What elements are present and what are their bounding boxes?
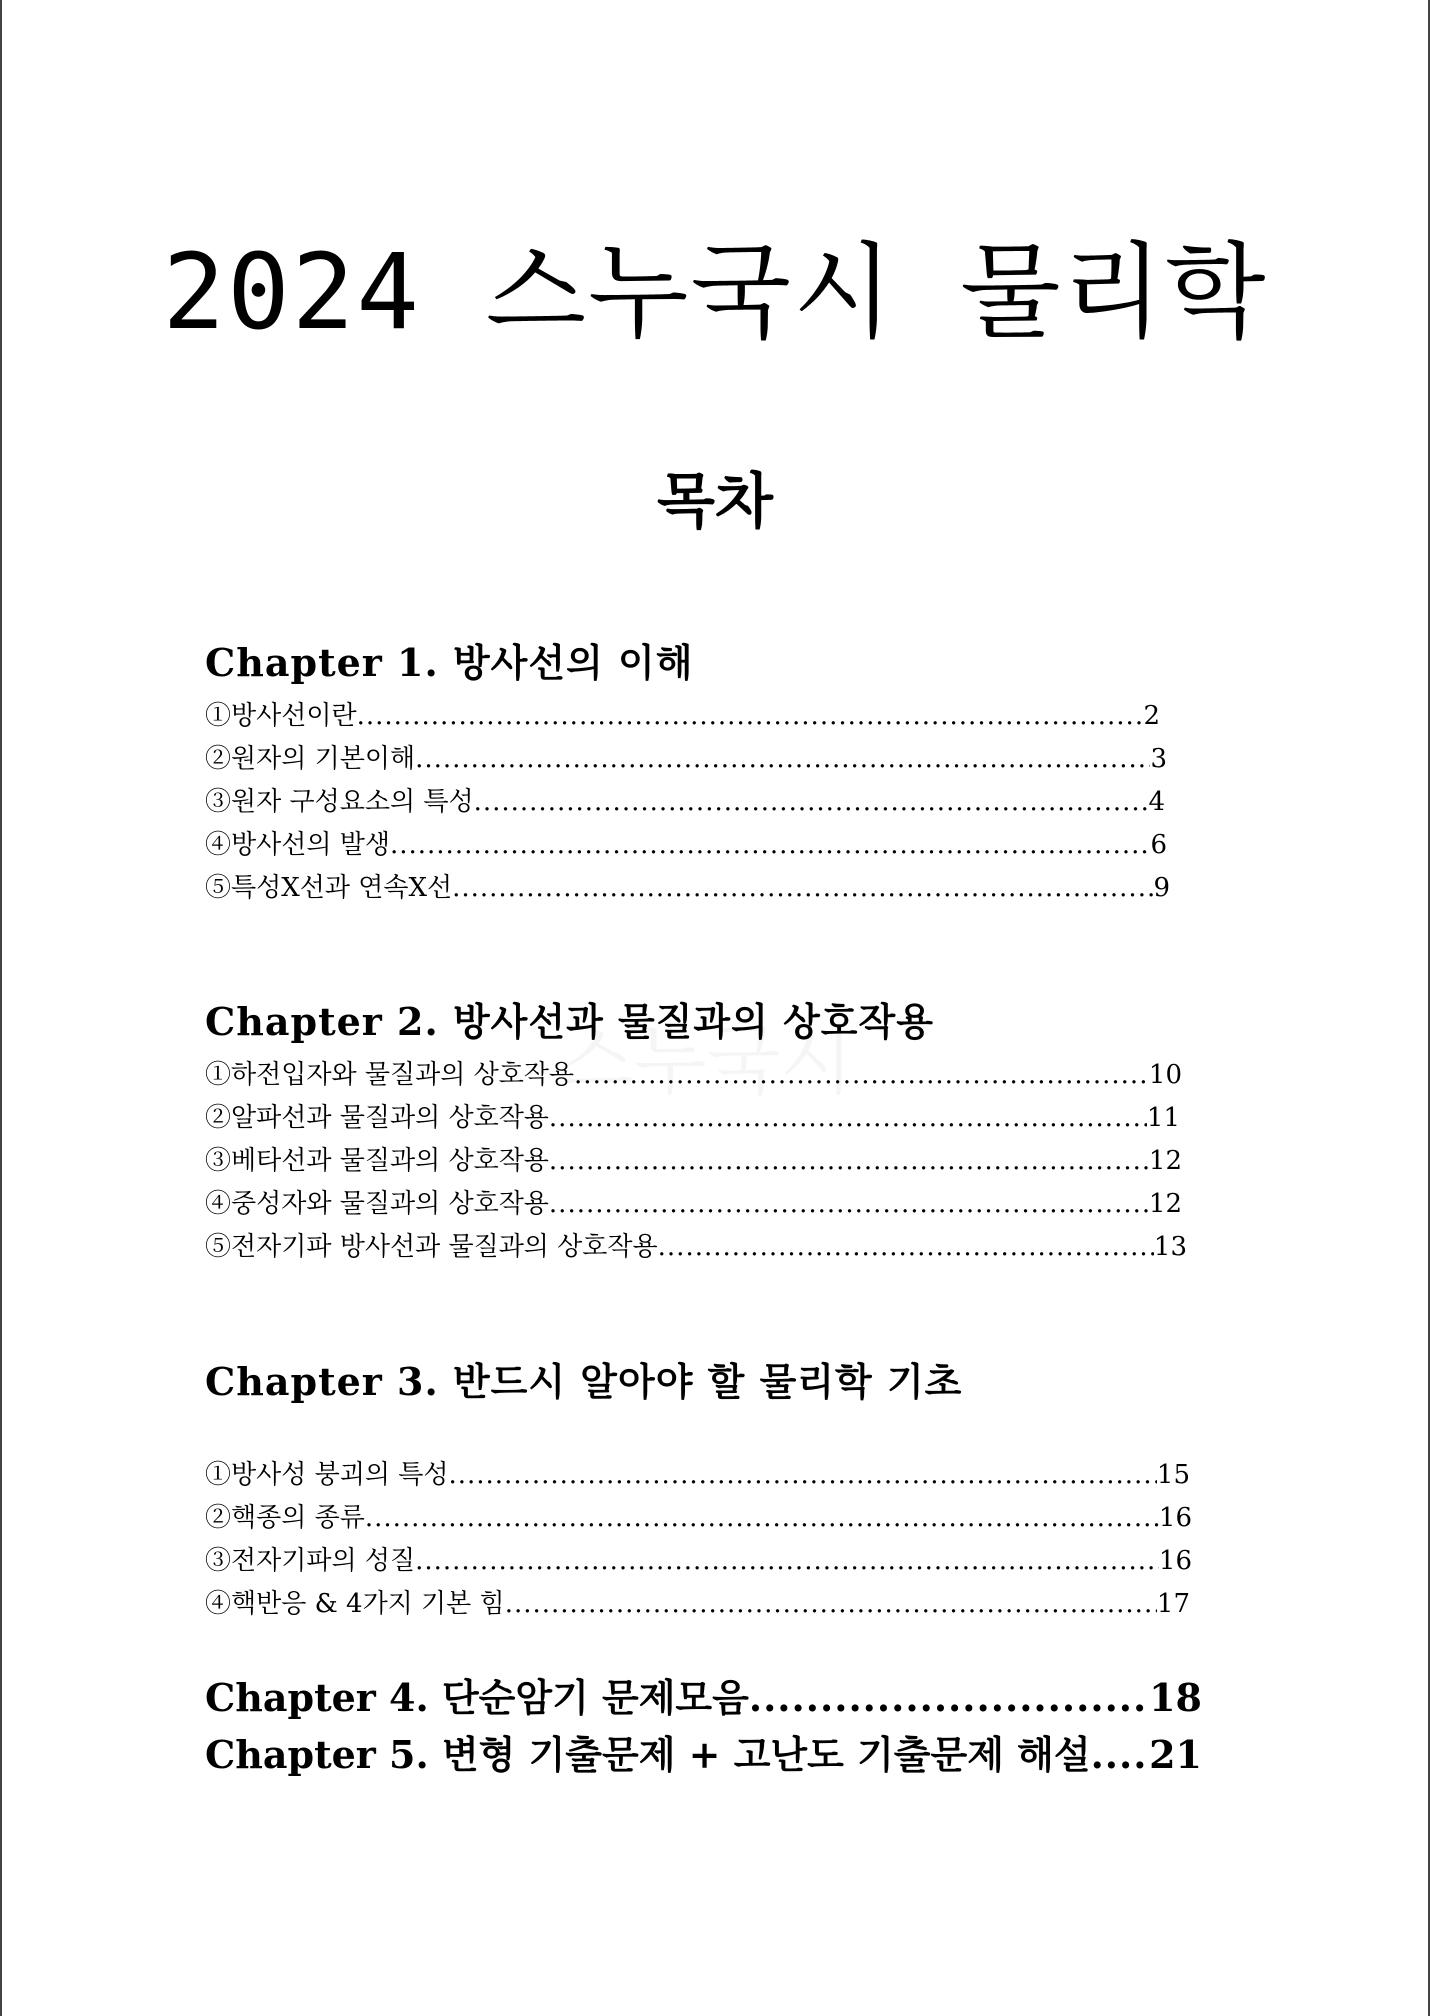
toc-entry-page: 21 [1149, 1732, 1202, 1777]
dot-leader [448, 1455, 1156, 1495]
toc-entry[interactable] [205, 739, 1167, 779]
toc-entry[interactable] [205, 1455, 1190, 1495]
toc-entry-label: ④방사선의 발생 [205, 830, 390, 860]
toc-entry-label: ⑤특성X선과 연속X선 [205, 873, 453, 903]
dot-leader [549, 1098, 1147, 1138]
toc-entry-label: ④중성자와 물질과의 상호작용 [205, 1189, 549, 1219]
dot-leader [549, 1184, 1149, 1224]
toc-entry[interactable] [205, 1227, 1187, 1267]
toc-entry[interactable] [205, 825, 1167, 865]
toc-entry-label: ⑤전자기파 방사선과 물질과의 상호작용 [205, 1232, 658, 1262]
toc-entry-label: Chapter 4. 단순암기 문제모음 [205, 1675, 749, 1720]
chapter-2-title: Chapter 2. 방사선과 물질과의 상호작용 [205, 999, 934, 1044]
toc-entry-label: ②원자의 기본이해 [205, 744, 416, 774]
toc-heading: 목차 [657, 467, 773, 537]
toc-entry[interactable] [205, 1098, 1180, 1138]
toc-entry[interactable] [205, 1055, 1182, 1095]
dot-leader [357, 696, 1144, 736]
toc-entry-label: ②핵종의 종류 [205, 1503, 365, 1533]
toc-entry[interactable] [205, 1541, 1192, 1581]
dot-leader [415, 1541, 1159, 1581]
toc-entry-page: 13 [1153, 1232, 1187, 1262]
chapter-4-entry[interactable] [205, 1670, 1202, 1726]
toc-entry-page: 11 [1146, 1103, 1180, 1133]
dot-leader [365, 1498, 1159, 1538]
toc-entry-page: 6 [1150, 830, 1167, 860]
toc-entry-label: ①방사성 붕괴의 특성 [205, 1460, 449, 1490]
dot-leader [415, 739, 1150, 779]
toc-entry-label: ①방사선이란 [205, 701, 357, 731]
toc-entry-page: 18 [1149, 1675, 1202, 1720]
toc-entry[interactable] [205, 1141, 1182, 1181]
dot-leader [549, 1141, 1149, 1181]
chapter-3-title: Chapter 3. 반드시 알아야 할 물리학 기초 [205, 1359, 963, 1404]
chapter-5-entry[interactable] [205, 1727, 1202, 1783]
toc-entry[interactable] [205, 868, 1170, 908]
toc-entry-page: 12 [1148, 1189, 1182, 1219]
toc-entry-label: Chapter 5. 변형 기출문제 + 고난도 기출문제 해설 [205, 1732, 1091, 1777]
toc-entry[interactable] [205, 782, 1165, 822]
toc-entry-page: 16 [1158, 1546, 1192, 1576]
toc-entry-label: ④핵반응 & 4가지 기본 힘 [205, 1589, 505, 1619]
dot-leader [390, 825, 1150, 865]
dot-leader [1091, 1727, 1150, 1783]
toc-entry-page: 15 [1156, 1460, 1190, 1490]
toc-entry-label: ②알파선과 물질과의 상호작용 [205, 1103, 549, 1133]
toc-entry-page: 9 [1153, 873, 1170, 903]
chapter-1-title: Chapter 1. 방사선의 이해 [205, 640, 694, 685]
toc-entry[interactable] [205, 696, 1160, 736]
toc-entry-label: ③원자 구성요소의 특성 [205, 787, 474, 817]
dot-leader [658, 1227, 1154, 1267]
toc-entry-label: ③전자기파의 성질 [205, 1546, 416, 1576]
toc-entry-page: 16 [1158, 1503, 1192, 1533]
toc-entry-label: ①하전입자와 물질과의 상호작용 [205, 1060, 575, 1090]
dot-leader [749, 1670, 1149, 1726]
toc-entry-label: ③베타선과 물질과의 상호작용 [205, 1146, 549, 1176]
dot-leader [474, 782, 1149, 822]
dot-leader [574, 1055, 1149, 1095]
toc-entry-page: 12 [1148, 1146, 1182, 1176]
toc-entry-page: 2 [1143, 701, 1160, 731]
dot-leader [505, 1584, 1157, 1624]
toc-entry-page: 3 [1150, 744, 1167, 774]
toc-entry[interactable] [205, 1184, 1182, 1224]
toc-entry-page: 10 [1148, 1060, 1182, 1090]
document-title: 2024 스누국시 물리학 [162, 231, 1268, 353]
toc-entry[interactable] [205, 1584, 1190, 1624]
toc-entry[interactable] [205, 1498, 1192, 1538]
toc-entry-page: 4 [1148, 787, 1165, 817]
dot-leader [452, 868, 1153, 908]
toc-entry-page: 17 [1156, 1589, 1190, 1619]
